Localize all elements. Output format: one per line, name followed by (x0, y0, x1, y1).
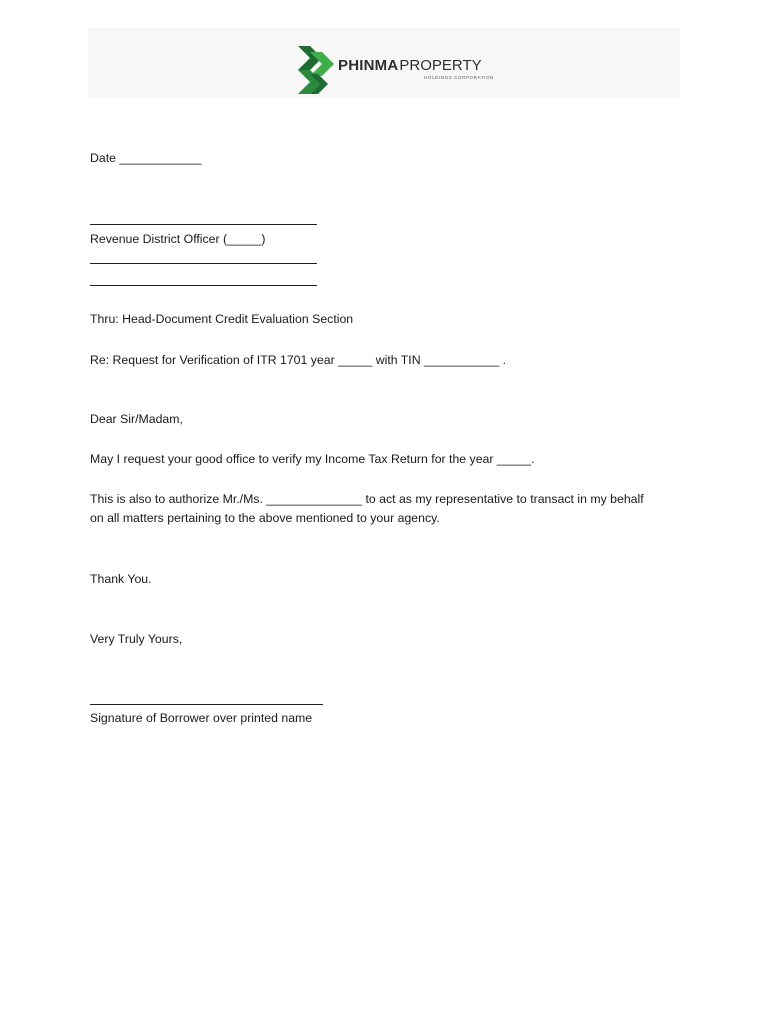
thank-you: Thank You. (90, 572, 152, 586)
signature-label: Signature of Borrower over printed name (90, 711, 313, 725)
recipient-name-blank (90, 224, 317, 225)
logo-word-phinma: PHINMA (338, 57, 399, 74)
logo-wordmark (338, 58, 494, 80)
salutation: Dear Sir/Madam, (90, 412, 183, 426)
re-line: Re: Request for Verification of ITR 1701 year _____ with TIN ___________ . (90, 353, 507, 367)
date-line: Date ____________ (90, 151, 202, 165)
phinma-chevron-logo-icon (296, 44, 336, 96)
paragraph-2-line-2: on all matters pertaining to the above mentioned to your agency. (90, 511, 440, 525)
recipient-address-blank-2 (90, 285, 317, 286)
thru-line: Thru: Head-Document Credit Evaluation Section (90, 312, 354, 326)
recipient-title: Revenue District Officer (_____) (90, 232, 266, 246)
closing: Very Truly Yours, (90, 632, 183, 646)
recipient-address-blank-1 (90, 263, 317, 264)
logo-word-property: PROPERTY (399, 57, 482, 74)
paragraph-2-line-1: This is also to authorize Mr./Ms. ______________ to act as my representative to transact in my behalf (90, 492, 644, 506)
company-logo (296, 44, 494, 98)
paragraph-1: May I request your good office to verify my Income Tax Return for the year _____. (90, 452, 535, 466)
signature-line (90, 704, 323, 705)
logo-subtitle: HOLDINGS CORPORATION (424, 75, 494, 80)
